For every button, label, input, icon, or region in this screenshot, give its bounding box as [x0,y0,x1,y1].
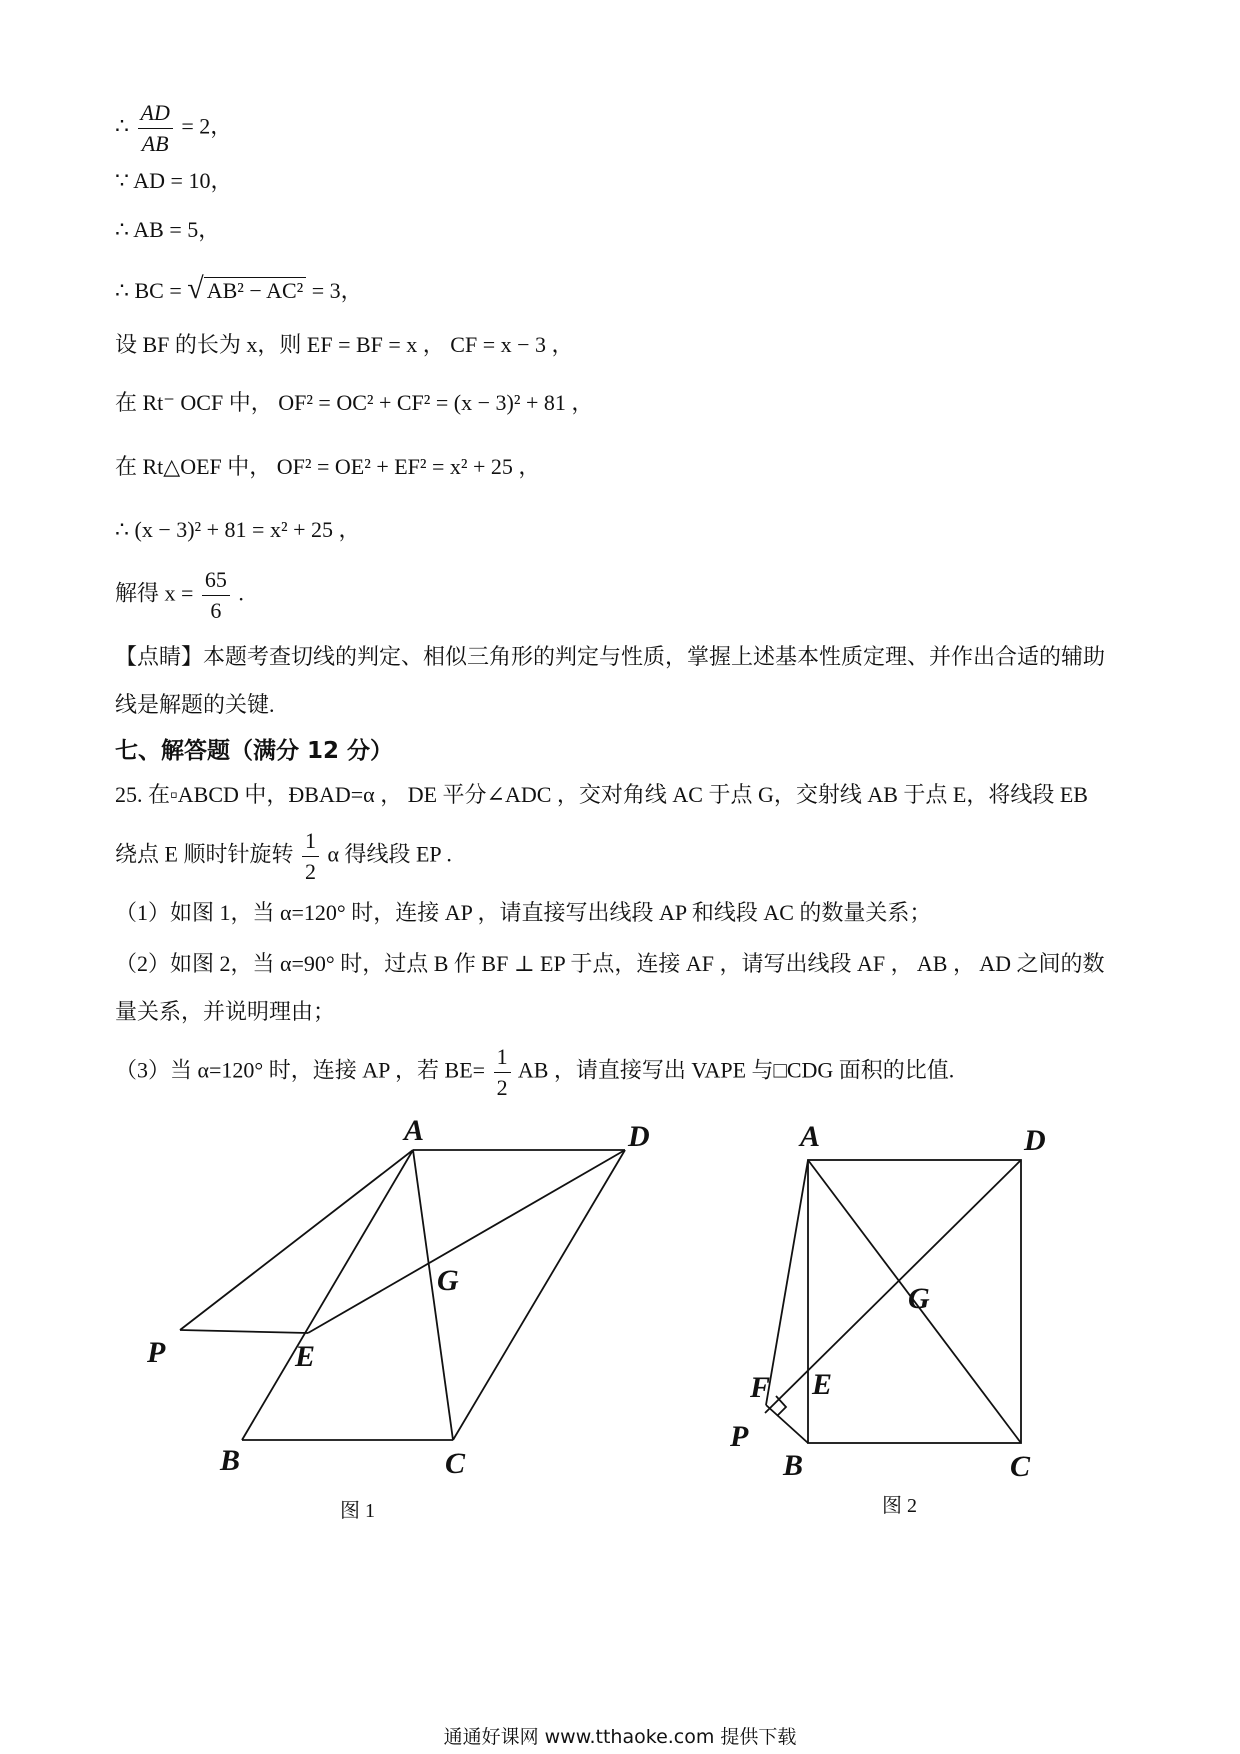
q25-part2: （2）如图 2，当 α=90° 时，过点 B 作 BF ⊥ EP 于点，连接 AF ，请写出线段 AF ， AB ， AD 之间的数量关系，并说明理由； [115,951,1105,1024]
fraction-numerator: 65 [202,565,230,596]
line-ab-value: ∴ AB = 5， [115,217,221,242]
segment-de [308,1150,625,1333]
fraction-numerator: 1 [494,1042,511,1073]
segment-af [766,1160,808,1405]
label-b: B [783,1449,804,1482]
label-g: G [908,1282,930,1315]
period: . [238,580,244,606]
label-g: G [437,1264,459,1297]
equation-rhs: = 2， [181,113,233,139]
line-ad-value: ∵ AD = 10， [115,168,233,193]
figure-1-caption: 图 1 [340,1500,375,1522]
segment-ab [242,1150,413,1440]
q25-line1: 25. 在▫ABCD 中，ÐBAD=α ， DE 平分∠ADC ，交对角线 AC 于点 G，交射线 AB 于点 E，将线段 EB [115,782,1088,807]
fraction-numerator: AD [138,98,173,129]
segment-fb [766,1405,808,1443]
fraction-denominator: 2 [496,1075,508,1100]
section-title: 七、解答题（满分 12 分） [115,738,394,764]
label-p: P [730,1420,749,1453]
solution-lhs: 解得 x = [115,580,199,606]
line-let-bf-x: 设 BF 的长为 x，则 EF = BF = x ， CF = x − 3 ， [115,332,574,357]
label-c: C [445,1447,466,1480]
label-f: F [750,1371,771,1404]
fraction-denominator: 6 [210,598,222,623]
label-a: A [800,1120,821,1153]
therefore-symbol: ∴ [115,113,129,139]
segment-ap [180,1150,413,1330]
segment-cd [453,1150,625,1440]
right-angle-mark [776,1396,786,1416]
fraction-denominator: 2 [304,859,316,884]
label-a: A [404,1114,425,1147]
segment-pe [180,1330,308,1333]
q25-part3-ratio: AB ，请直接写出 VAPE 与□CDG 面积的比值. [517,1057,955,1083]
fraction-denominator: AB [141,131,169,156]
label-b: B [220,1444,241,1477]
footer-source: 通通好课网 www.tthaoke.com 提供下载 [443,1726,797,1748]
line-rt-oef: 在 Rt△OEF 中， OF² = OE² + EF² = x² + 25 ， [115,454,541,479]
label-d: D [628,1120,650,1153]
line-rt-ocf: 在 Rt⁻ OCF 中， OF² = OC² + CF² = (x − 3)² + 81 ， [115,390,594,415]
q25-part3-text: （3）当 α=120° 时，连接 AP ，若 BE= [115,1057,486,1083]
bc-lhs: ∴ BC = [115,278,188,303]
q25-rotate-result: α 得线段 EP . [327,841,452,867]
label-e: E [295,1340,316,1373]
q25-rotate-text: 绕点 E 顺时针旋转 [115,841,294,867]
label-d: D [1024,1124,1046,1157]
line-equation: ∴ (x − 3)² + 81 = x² + 25 ， [115,517,361,542]
q25-part1: （1）如图 1，当 α=120° 时，连接 AP ，请直接写出线段 AP 和线段 AC 的数量关系； [115,900,932,925]
sqrt-symbol: √ [187,272,204,305]
sqrt-radicand: AB² − AC² [204,277,307,303]
fraction-numerator: 1 [302,826,319,857]
segment-dp [765,1160,1021,1413]
label-c: C [1010,1450,1031,1483]
bc-result: = 3， [306,278,363,303]
figure-2-caption: 图 2 [882,1495,917,1517]
label-e: E [812,1368,833,1401]
label-p: P [147,1336,166,1369]
figure-1-lines [180,1150,625,1440]
figure-2-lines [765,1160,1021,1443]
dianjing-note: 【点睛】本题考查切线的判定、相似三角形的判定与性质，掌握上述基本性质定理、并作出合适的辅助线是解题的关键. [115,644,1106,717]
